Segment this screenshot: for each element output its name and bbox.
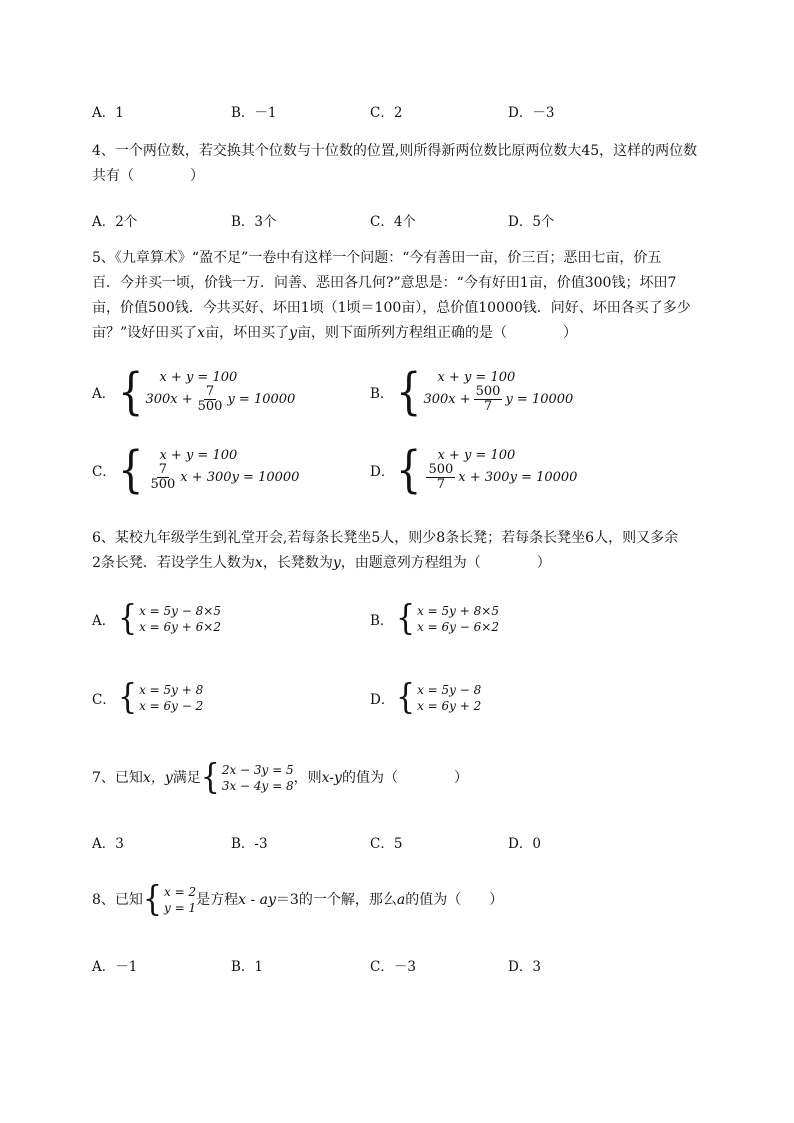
equation-system <box>417 682 481 714</box>
q5-text-line4: 亩？”设好田买了x亩，坏田买了y亩，则下面所列方程组正确的是（ ） <box>92 325 577 341</box>
equation-2: 300x + $\frac{7}{500}$ y = 10000 <box>145 384 296 414</box>
q4-option-a[interactable]: A．2个 <box>92 214 138 230</box>
equation-2: x = 6y + 6×2 <box>139 620 221 634</box>
left-brace-icon: { <box>396 363 422 421</box>
q5-option-c-label: C． <box>92 464 116 480</box>
question-6 <box>92 526 772 576</box>
equation-2: $\frac{500}{7}$ x + 300y = 10000 <box>428 462 578 492</box>
q7-option-b[interactable]: B．-3 <box>231 836 268 852</box>
left-brace-icon: { <box>118 441 144 499</box>
equation-2: $\frac{7}{500}$ x + 300y = 10000 <box>150 462 300 492</box>
q7-option-d[interactable]: D．0 <box>508 836 541 852</box>
q6-option-d-label: D． <box>370 692 395 708</box>
left-brace-icon: { <box>118 598 138 639</box>
fraction: $\frac{500}{7}$ <box>428 462 454 492</box>
q7-option-c[interactable]: C．5 <box>370 836 403 852</box>
q8-option-b[interactable]: B．1 <box>231 959 264 975</box>
equation-1: x = 5y + 8 <box>139 683 204 697</box>
fraction: $\frac{500}{7}$ <box>475 384 501 414</box>
equation-2: y = 1 <box>164 901 197 915</box>
q6-option-b[interactable] <box>370 598 499 639</box>
q6-option-d[interactable] <box>370 677 482 718</box>
equation-1: x + y = 100 <box>437 370 516 385</box>
equation-1: 2x − 3y = 5 <box>221 763 294 777</box>
q8-option-c[interactable]: C．－3 <box>370 959 416 975</box>
q5-option-d[interactable] <box>370 441 578 499</box>
equation-2: 3x − 4y = 8 <box>221 779 294 793</box>
q5-text-line2: 百．今并买一顷，价钱一万．问善、恶田各几何?”意思是：“今有好田1亩，价值300钱；坏田7 <box>92 275 677 291</box>
equation-1: x + y = 100 <box>437 448 516 463</box>
q3-option-b[interactable]: B．－1 <box>231 105 277 121</box>
q6-text-line2: 2条长凳．若设学生人数为x，长凳数为y，由题意列方程组为（ ） <box>92 555 551 571</box>
question-7: 7、已知 x，y 满足 { 2x − 3y = 5 3x − 4y = 8 ，则 x-y 的值为（ ） <box>92 757 468 798</box>
q6-option-a[interactable] <box>92 598 221 639</box>
equation-system <box>139 603 221 635</box>
left-brace-icon: { <box>396 441 422 499</box>
left-brace-icon: { <box>142 879 163 920</box>
q3-option-c[interactable]: C．2 <box>370 105 403 121</box>
q4-option-c[interactable]: C．4个 <box>370 214 416 230</box>
q6-text-line1: 6、某校九年级学生到礼堂开会,若每条长凳坐5人，则少8条长凳；若每条长凳坐6人，则又多余 <box>92 530 679 546</box>
equation-1: x = 5y − 8×5 <box>139 604 221 618</box>
question-8: 8、已知 { x = 2 y = 1 是方程 x - ay ＝3的一个解，那么 a 的值为（ ） <box>92 879 504 920</box>
left-brace-icon: { <box>118 677 138 718</box>
q5-text-line3: 亩，价值500钱．今共买好、坏田1顷（1顷＝100亩），总价值10000钱．问好、坏田各买了多少 <box>92 300 691 316</box>
question-5 <box>92 246 772 346</box>
q5-text-line1: 5、《九章算术》“盈不足”一卷中有这样一个问题：“今有善田一亩，价三百；恶田七亩，价五 <box>92 250 662 266</box>
left-brace-icon: { <box>200 757 220 798</box>
q6-option-c-label: C． <box>92 692 116 708</box>
fraction: $\frac{7}{500}$ <box>150 462 176 492</box>
equation-system <box>139 682 203 714</box>
left-brace-icon: { <box>396 598 416 639</box>
equation-system <box>145 370 295 414</box>
left-brace-icon: { <box>396 677 416 718</box>
equation-2: x = 6y + 2 <box>417 699 482 713</box>
equation-2: x = 6y − 2 <box>139 699 204 713</box>
q7-equation-system <box>200 757 294 798</box>
equation-system <box>423 370 573 414</box>
equation-2: x = 6y − 6×2 <box>417 620 499 634</box>
equation-1: x = 2 <box>164 885 197 899</box>
equation-1: x + y = 100 <box>159 370 238 385</box>
q6-option-c[interactable] <box>92 677 204 718</box>
q4-option-d[interactable]: D．5个 <box>508 214 555 230</box>
q7-option-a[interactable]: A．3 <box>92 836 124 852</box>
left-brace-icon: { <box>118 363 144 421</box>
q5-option-b[interactable] <box>370 363 574 421</box>
equation-1: x + y = 100 <box>159 448 238 463</box>
q3-option-d[interactable]: D．－3 <box>508 105 555 121</box>
equation-1: x = 5y + 8×5 <box>417 604 499 618</box>
q4-text-line1: 4、一个两位数，若交换其个位数与十位数的位置,则所得新两位数比原两位数大45，这样的两位数 <box>92 143 698 159</box>
q5-option-d-label: D． <box>370 464 395 480</box>
equation-system <box>145 448 299 492</box>
q6-option-b-label: B． <box>370 613 394 629</box>
q5-option-b-label: B． <box>370 386 394 402</box>
equation-system <box>423 448 577 492</box>
q3-option-a[interactable]: A．1 <box>92 105 124 121</box>
q8-option-d[interactable]: D．3 <box>508 959 541 975</box>
equation-2: 300x + $\frac{500}{7}$ y = 10000 <box>423 384 574 414</box>
question-4 <box>92 139 772 189</box>
q4-text-line2: 共有（ ） <box>92 168 204 184</box>
q4-option-b[interactable]: B．3个 <box>231 214 277 230</box>
equation-1: x = 5y − 8 <box>417 683 482 697</box>
q5-option-a-label: A． <box>92 386 116 402</box>
q8-equation-system <box>142 879 197 920</box>
q6-option-a-label: A． <box>92 613 116 629</box>
q5-option-a[interactable] <box>92 363 296 421</box>
q8-option-a[interactable]: A．－1 <box>92 959 138 975</box>
q5-option-c[interactable] <box>92 441 300 499</box>
fraction: $\frac{7}{500}$ <box>197 384 223 414</box>
equation-system <box>417 603 499 635</box>
